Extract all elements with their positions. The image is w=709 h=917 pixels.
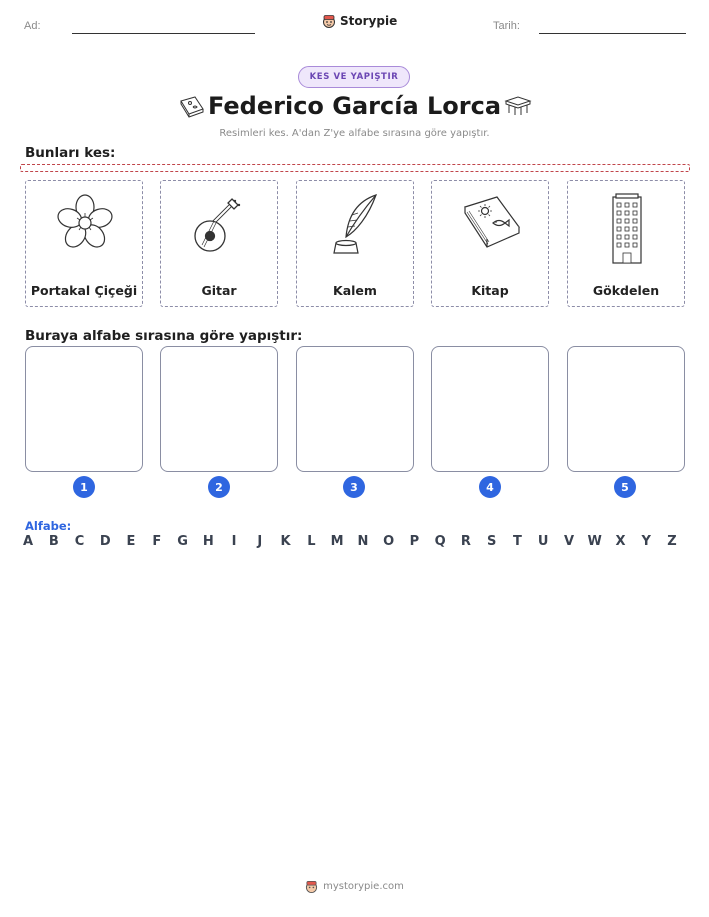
paste-box-2[interactable] [160, 346, 278, 472]
alphabet-letter: J [257, 534, 263, 549]
alphabet-letter: W [587, 534, 602, 549]
instructions: Resimleri kes. A'dan Z'ye alfabe sırasına göre yapıştır. [219, 128, 490, 139]
footer [0, 880, 709, 893]
alphabet-letter: E [126, 534, 136, 549]
card-label: Gitar [201, 283, 237, 298]
alphabet-letter: T [512, 534, 522, 549]
paste-box-4[interactable] [431, 346, 549, 472]
name-label: Ad: [24, 20, 41, 32]
book-icon [461, 193, 523, 255]
alphabet-letter: U [537, 534, 549, 549]
alphabet-letter: Z [667, 534, 677, 549]
alphabet-letter: C [74, 534, 85, 549]
alphabet-letter: L [307, 534, 316, 549]
name-line[interactable] [72, 33, 255, 34]
alphabet-letter: D [99, 534, 111, 549]
cut-section-heading: Bunları kes: [25, 145, 116, 161]
flower-icon [55, 193, 115, 253]
alphabet-letter: H [202, 534, 214, 549]
footer-url[interactable]: mystorypie.com [323, 881, 404, 892]
position-number-3: 3 [343, 476, 365, 498]
card-label: Portakal Çiçeği [30, 283, 138, 298]
paste-box-1[interactable] [25, 346, 143, 472]
alphabet-letter: R [460, 534, 471, 549]
cut-card-gitar[interactable] [160, 180, 278, 307]
cut-card-kitap[interactable] [431, 180, 549, 307]
quill-pen-icon [326, 193, 386, 257]
alphabet-letter: X [615, 534, 626, 549]
paste-section-heading: Buraya alfabe sırasına göre yapıştır: [25, 328, 303, 344]
alphabet-letter: M [330, 534, 344, 549]
alphabet-letter: Q [434, 534, 446, 549]
position-number-1: 1 [73, 476, 95, 498]
alphabet-letter: N [357, 534, 369, 549]
skyscraper-icon [597, 193, 657, 267]
alphabet-heading: Alfabe: [25, 519, 72, 533]
brand-name: Storypie [340, 14, 398, 28]
alphabet-letter: G [177, 534, 188, 549]
position-number-5: 5 [614, 476, 636, 498]
card-label: Kalem [333, 283, 377, 298]
card-label: Gökdelen [592, 283, 660, 298]
alphabet-letter: I [231, 534, 237, 549]
position-number-4: 4 [479, 476, 501, 498]
alphabet-letter: F [152, 534, 162, 549]
alphabet-letter: S [487, 534, 497, 549]
date-label: Tarih: [493, 20, 520, 32]
cut-card-gokdelen[interactable] [567, 180, 685, 307]
cut-guide-line [20, 164, 690, 172]
card-label: Kitap [471, 283, 509, 298]
alphabet-letter: K [280, 534, 291, 549]
date-line[interactable] [539, 33, 686, 34]
alphabet-letter: A [22, 534, 34, 549]
paste-box-5[interactable] [567, 346, 685, 472]
alphabet-letter: V [563, 534, 575, 549]
alphabet-letter: P [409, 534, 420, 549]
storypie-mascot-icon [322, 14, 336, 28]
table-doodle-icon [503, 95, 533, 117]
alphabet-letter: B [48, 534, 59, 549]
storypie-mascot-icon [305, 880, 318, 893]
cut-card-portakal-cicegi[interactable] [25, 180, 143, 307]
cut-card-kalem[interactable] [296, 180, 414, 307]
position-number-2: 2 [208, 476, 230, 498]
guitar-icon [190, 193, 250, 255]
brand-logo [322, 14, 397, 28]
page-title: Federico García Lorca [207, 92, 502, 120]
alphabet-letter: Y [641, 534, 651, 549]
paste-box-3[interactable] [296, 346, 414, 472]
alphabet-letter: O [383, 534, 395, 549]
activity-badge: KES VE YAPIŞTIR [298, 66, 410, 88]
